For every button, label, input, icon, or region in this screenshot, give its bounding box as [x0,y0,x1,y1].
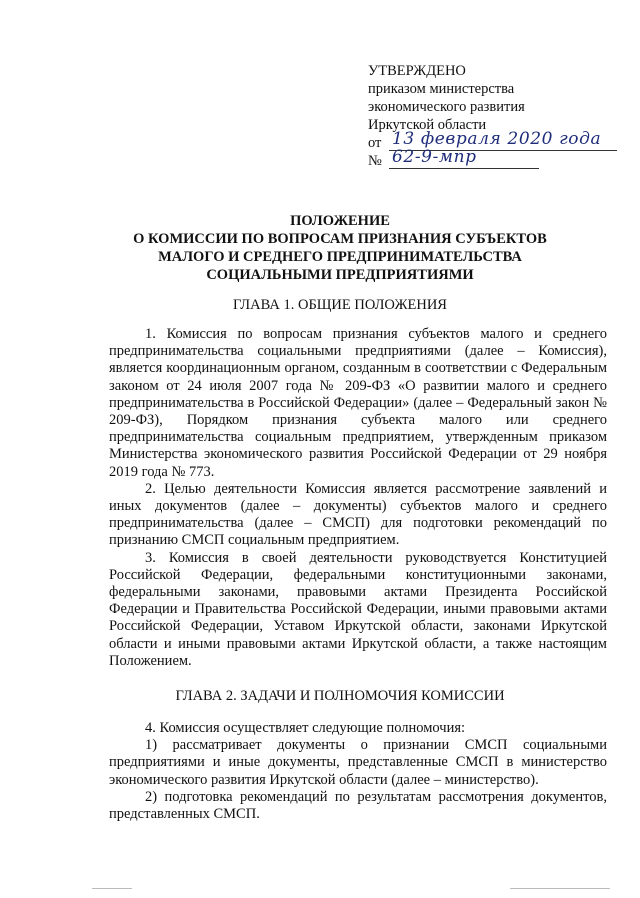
chapter-1-body [109,326,607,670]
approval-region-line: Иркутской области [368,117,487,133]
approval-ministry-line: экономического развития [368,99,525,115]
paragraph-3: 3. Комиссия в своей деятельности руководствуется Конституцией Российской Федерации, федеральными конституционными законами, федеральными законами, правовыми актами Президента Российской Федерации и Правительства Российской Федерации, иными правовыми актами Российской Федерации, Уставом Иркутской области, законами Иркутской области и иными правовыми актами Иркутской области, а также настоящим Положением. [109,549,607,669]
title-line-4: СОЦИАЛЬНЫМИ ПРЕДПРИЯТИЯМИ [206,267,474,283]
approval-stamp [368,62,638,170]
approval-date-prefix: от [368,135,382,151]
document-title [110,212,570,284]
approval-heading: УТВЕРЖДЕНО [368,63,466,79]
approval-order-line: приказом министерства [368,81,515,97]
paragraph-4-item-2: 2) подготовка рекомендаций по результатам рассмотрения документов, представленных СМСП. [109,788,607,823]
chapter-2-heading: ГЛАВА 2. ЗАДАЧИ И ПОЛНОМОЧИЯ КОМИССИИ [175,688,505,704]
title-line-3: МАЛОГО И СРЕДНЕГО ПРЕДПРИНИМАТЕЛЬСТВА [158,249,522,265]
scan-artifact-right [510,888,610,889]
chapter-1-heading: ГЛАВА 1. ОБЩИЕ ПОЛОЖЕНИЯ [233,297,447,313]
paragraph-4-item-1: 1) рассматривает документы о признании СМСП социальными предприятиями и иные документы, представленные СМСП в министерство экономического развития Иркутской области (далее – министерство). [109,737,607,788]
handwritten-date: 13 февраля 2020 года [392,129,602,149]
number-underline [389,168,539,169]
title-line-2: О КОМИССИИ ПО ВОПРОСАМ ПРИЗНАНИЯ СУБЪЕКТОВ [133,231,547,247]
handwritten-number: 62-9-мпр [392,147,477,167]
title-line-1: ПОЛОЖЕНИЕ [290,213,390,229]
paragraph-1: 1. Комиссия по вопросам признания субъектов малого и среднего предпринимательства социальными предприятиями (далее – Комиссия), является координационным органом, созданным в соответствии с Федеральным законом от 24 июля 2007 года № 209-ФЗ «О развитии малого и среднего предпринимательства в Российской Федерации» (далее – Федеральный закон № 209-ФЗ), Порядком признания субъекта малого или среднего предпринимательства социальным предприятием, утвержденным приказом Министерства экономического развития Российской Федерации от 29 ноября 2019 года № 773. [109,326,607,480]
scan-artifact-left [92,888,132,889]
approval-number-prefix: № [368,153,382,169]
paragraph-2: 2. Целью деятельности Комиссия является рассмотрение заявлений и иных документов (далее – документы) субъектов малого и среднего предпринимательства (далее – СМСП) для подготовки рекомендаций по признанию СМСП социальным предприятием. [109,480,607,549]
paragraph-4: 4. Комиссия осуществляет следующие полномочия: [145,720,466,736]
approval-number-row [368,147,638,170]
chapter-2-body [109,720,607,823]
